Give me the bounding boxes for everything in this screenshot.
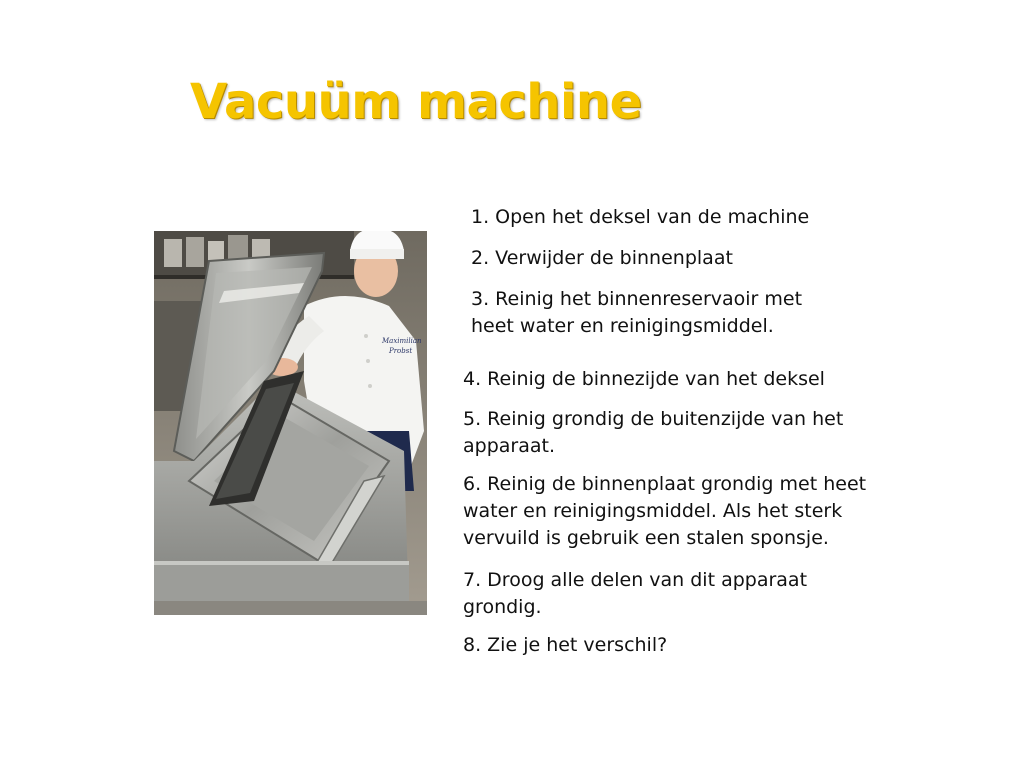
step-1-line-1: 1. Open het deksel van de machine <box>471 206 810 228</box>
step-6-line-1: 6. Reinig de binnenplaat grondig met heet <box>463 473 867 495</box>
step-1 <box>471 204 809 231</box>
step-5-line-2: apparaat. <box>463 435 555 457</box>
step-3 <box>471 286 802 340</box>
step-5 <box>463 406 843 460</box>
step-8 <box>463 632 667 659</box>
step-3-line-1: 3. Reinig het binnenreservaoir met <box>471 288 803 310</box>
step-6-line-3: vervuild is gebruik een stalen sponsje. <box>463 527 829 549</box>
jacket-name-line1: Maximilian <box>382 337 422 345</box>
step-6-line-2: water en reinigingsmiddel. Als het sterk <box>463 500 843 522</box>
step-7-line-2: grondig. <box>463 596 542 618</box>
step-2-line-1: 2. Verwijder de binnenplaat <box>471 247 733 269</box>
slide-title: Vacuüm machine <box>190 74 642 130</box>
step-7 <box>463 567 807 621</box>
step-6 <box>463 471 866 552</box>
vacuum-machine-photo <box>154 231 427 615</box>
step-3-line-2: heet water en reinigingsmiddel. <box>471 315 774 337</box>
step-7-line-1: 7. Droog alle delen van dit apparaat <box>463 569 808 591</box>
step-5-line-1: 5. Reinig grondig de buitenzijde van het <box>463 408 844 430</box>
step-8-line-1: 8. Zie je het verschil? <box>463 634 668 656</box>
jacket-name-line2: Probst <box>389 347 413 355</box>
step-4-line-1: 4. Reinig de binnezijde van het deksel <box>463 368 825 390</box>
step-2 <box>471 245 733 272</box>
step-4 <box>463 366 825 393</box>
